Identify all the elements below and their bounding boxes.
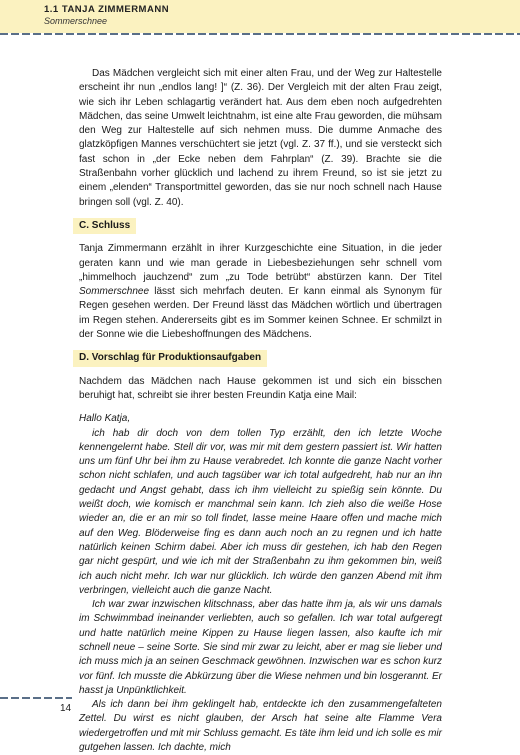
chapter-subtitle: Sommerschnee: [44, 16, 108, 26]
production-intro: Nachdem das Mädchen nach Hause gekommen ist und sich ein bisschen beruhigt hat, schreibt sie ihrer besten Freundin Katja eine Mail:: [79, 375, 442, 401]
intro-paragraph: Das Mädchen vergleicht sich mit einer alten Frau, und der Weg zur Haltestelle erscheint ihr nun „endlos lang! ]“ (Z. 36). Der Vergleich mit der alten Frau zeigt, wie sich ihr Leben schlagartig verändert hat. Aus dem eben noch aufgedrehten Mädchen, das seine Umwelt leichtnahm, ist eine alte Frau geworden, die mühsam den Weg zur Haltestelle auf sich nehmen muss. Die dumme Anmache des glatzköpfigen Mannes verschüchtert sie jetzt (vgl. Z. 37 ff.), und sie versteckt sich fast schon in „der Ecke neben dem Fahrplan“ (Z. 39). Brachte sie die Straßenbahn vorher glücklich und lachend zu ihrem Freund, so ist sie jetzt zu einem „elenden“ Transportmittel geworden, das sie nur noch schnell nach Hause bringen soll (vgl. Z. 40).: [79, 68, 442, 208]
header-dashed-divider: [0, 33, 520, 35]
chapter-heading: 1.1 TANJA ZIMMERMANN: [44, 4, 170, 15]
page-content: [79, 67, 442, 755]
conclusion-title: Sommerschnee: [79, 286, 150, 298]
letter-paragraph-1: ich hab dir doch von dem tollen Typ erzählt, den ich letzte Woche kennengelernt habe. Stell dir vor, was mir mit dem gestern passiert ist. Wir hatten uns um fünf Uhr bei ihm zu Hause verabredet. Ich konnte die ganze Nacht vorher schon nicht schlafen, und auch tagsüber war ich total aufgedreht, hab nur an ihn gedacht und Angst gehabt, dass ich ihm vielleicht zu spießig sein könnte. Du weißt doch, wie komisch er manchmal sein kann. Ich zieh also die weiße Hose wieder an, die er an mir so toll findet, lasse meine Haare offen und mache mich auf den Weg. Blöderweise fing es dann auch noch an zu regnen und ich hatte natürlich keinen Schirm dabei. Aber ich muss dir gestehen, ich hab den Regen gar nicht gespürt, und wie ich mit der Straßenbahn zu ihm gekommen bin, weiß ich auch nicht mehr. Ich war nur glücklich. Ich würde den ganzen Abend mit ihm verbringen, vielleicht auch die ganze Nacht.: [79, 427, 442, 596]
page-header: [0, 0, 520, 33]
section-heading-conclusion: C. Schluss: [73, 218, 136, 234]
letter-greeting: Hallo Katja,: [79, 413, 131, 425]
conclusion-text-1: Tanja Zimmermann erzählt in ihrer Kurzgeschichte eine Situation, in die jeder geraten kann und wie man gerade in Liebesbeziehungen sehr schnell vom „himmelhoch jauchzend“ zum „zu Tode betrübt“ abstürzen kann. Der Titel: [79, 243, 442, 283]
spacer: [79, 403, 442, 412]
footer-dashed-divider: [0, 697, 72, 699]
conclusion-text-2: lässt sich mehrfach deuten. Er kann einmal als Synonym für Regen gesehen werden. Der Freund lässt das Mädchen wörtlich und übertragen im Regen stehen. Andererseits gibt es im Sommer keinen Schnee. Er schmilzt in der Sonne wie die Liebeshoffnungen des Mädchens.: [79, 286, 442, 341]
section-heading-production: D. Vorschlag für Produktionsaufgaben: [73, 350, 267, 366]
conclusion-paragraph: [79, 242, 442, 342]
letter-paragraph-2: Ich war zwar inzwischen klitschnass, aber das hatte ihm ja, als wir uns damals im Schwimmbad ineinander verliebten, auch so gefallen. Ich war total aufgeregt und hatte natürlich meine Kippen zu Hause liegen lassen, also kaufte ich mir schnell neue – seine Sorte. Sie sind mir zwar zu leicht, aber er mag sie lieber und ich muss mich ja an seinen Geschmack gewöhnen. Inzwischen war es schon kurz vor fünf. Ich musste die Abkürzung über die Wiese nehmen und bin losgerannt. Er hasst ja Unpünktlichkeit.: [79, 599, 442, 696]
letter-paragraph-3: Als ich dann bei ihm geklingelt hab, entdeckte ich den zusammengefalteten Zettel. Du wirst es nicht glauben, der Arsch hat seine alte Flamme Vera wiedergetroffen und mit mir Schluss gemacht. Es täte ihm leid und ich solle es mir gutgehen lassen. Ich dachte, mich: [79, 699, 442, 754]
page-number: 14: [60, 703, 72, 714]
